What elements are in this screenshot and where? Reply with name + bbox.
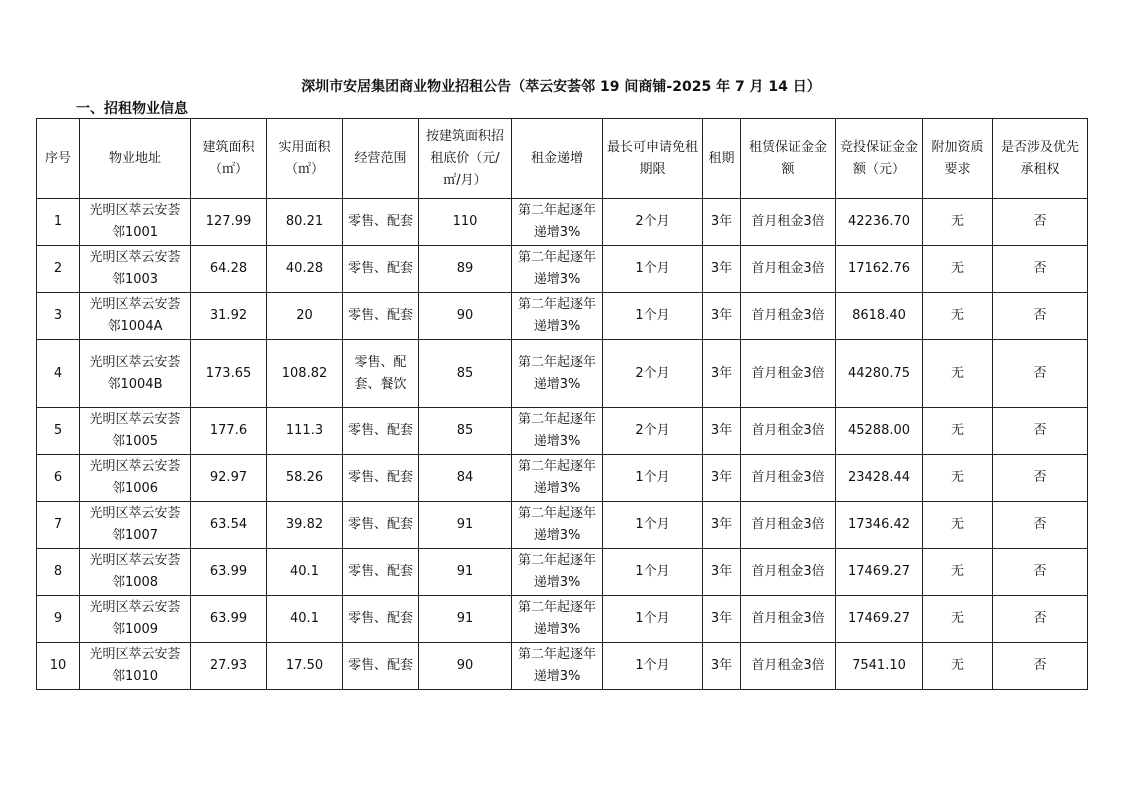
header-business-scope: 经营范围	[343, 119, 419, 199]
table-row	[37, 246, 1088, 293]
table-row	[37, 502, 1088, 549]
header-lease-term: 租期	[703, 119, 741, 199]
cell-rent-increase: 第二年起逐年递增3%	[512, 549, 603, 596]
cell-business-scope: 零售、配套、餐饮	[343, 340, 419, 408]
cell-priority-right: 否	[993, 549, 1088, 596]
header-qualification: 附加资质要求	[923, 119, 993, 199]
cell-lease-deposit: 首月租金3倍	[741, 408, 836, 455]
cell-rent-free-period: 1个月	[603, 455, 703, 502]
header-row	[37, 119, 1088, 199]
cell-address: 光明区萃云安荟邻1007	[80, 502, 191, 549]
header-index: 序号	[37, 119, 80, 199]
cell-building-area: 27.93	[191, 643, 267, 690]
cell-bid-deposit: 8618.40	[836, 293, 923, 340]
cell-building-area: 63.99	[191, 596, 267, 643]
cell-business-scope: 零售、配套	[343, 596, 419, 643]
cell-lease-term: 3年	[703, 549, 741, 596]
cell-building-area: 63.54	[191, 502, 267, 549]
cell-rent-free-period: 2个月	[603, 199, 703, 246]
table-row	[37, 199, 1088, 246]
cell-bid-deposit: 17469.27	[836, 549, 923, 596]
cell-qualification: 无	[923, 246, 993, 293]
cell-index: 8	[37, 549, 80, 596]
cell-business-scope: 零售、配套	[343, 643, 419, 690]
cell-usable-area: 20	[267, 293, 343, 340]
cell-index: 9	[37, 596, 80, 643]
cell-bid-deposit: 17346.42	[836, 502, 923, 549]
cell-address: 光明区萃云安荟邻1003	[80, 246, 191, 293]
table-body	[37, 199, 1088, 690]
cell-priority-right: 否	[993, 246, 1088, 293]
cell-qualification: 无	[923, 408, 993, 455]
header-building-area: 建筑面积（㎡）	[191, 119, 267, 199]
cell-usable-area: 80.21	[267, 199, 343, 246]
cell-priority-right: 否	[993, 643, 1088, 690]
header-priority-right: 是否涉及优先承租权	[993, 119, 1088, 199]
cell-index: 10	[37, 643, 80, 690]
cell-lease-deposit: 首月租金3倍	[741, 340, 836, 408]
header-rent-increase: 租金递增	[512, 119, 603, 199]
cell-lease-deposit: 首月租金3倍	[741, 455, 836, 502]
cell-lease-term: 3年	[703, 502, 741, 549]
cell-rent-free-period: 1个月	[603, 549, 703, 596]
cell-bid-deposit: 17162.76	[836, 246, 923, 293]
document-title: 深圳市安居集团商业物业招租公告（萃云安荟邻 19 间商铺-2025 年 7 月 14 日）	[301, 79, 821, 95]
cell-business-scope: 零售、配套	[343, 293, 419, 340]
cell-lease-term: 3年	[703, 408, 741, 455]
cell-building-area: 173.65	[191, 340, 267, 408]
cell-usable-area: 39.82	[267, 502, 343, 549]
cell-rent-increase: 第二年起逐年递增3%	[512, 340, 603, 408]
cell-usable-area: 40.1	[267, 549, 343, 596]
cell-rent-free-period: 2个月	[603, 340, 703, 408]
cell-priority-right: 否	[993, 455, 1088, 502]
cell-building-area: 64.28	[191, 246, 267, 293]
cell-qualification: 无	[923, 596, 993, 643]
cell-bid-deposit: 7541.10	[836, 643, 923, 690]
cell-lease-term: 3年	[703, 199, 741, 246]
cell-base-rent: 90	[419, 293, 512, 340]
property-listing-table	[36, 118, 1088, 690]
cell-lease-term: 3年	[703, 643, 741, 690]
section-heading: 一、招租物业信息	[76, 101, 188, 117]
table-row	[37, 549, 1088, 596]
cell-rent-increase: 第二年起逐年递增3%	[512, 596, 603, 643]
cell-index: 1	[37, 199, 80, 246]
cell-rent-increase: 第二年起逐年递增3%	[512, 408, 603, 455]
cell-usable-area: 58.26	[267, 455, 343, 502]
cell-qualification: 无	[923, 293, 993, 340]
cell-index: 2	[37, 246, 80, 293]
cell-rent-free-period: 1个月	[603, 643, 703, 690]
cell-lease-deposit: 首月租金3倍	[741, 199, 836, 246]
cell-base-rent: 85	[419, 340, 512, 408]
cell-qualification: 无	[923, 643, 993, 690]
table-row	[37, 293, 1088, 340]
cell-bid-deposit: 23428.44	[836, 455, 923, 502]
cell-rent-free-period: 2个月	[603, 408, 703, 455]
cell-building-area: 127.99	[191, 199, 267, 246]
cell-rent-free-period: 1个月	[603, 596, 703, 643]
cell-base-rent: 89	[419, 246, 512, 293]
cell-usable-area: 111.3	[267, 408, 343, 455]
cell-usable-area: 17.50	[267, 643, 343, 690]
cell-lease-term: 3年	[703, 340, 741, 408]
cell-lease-term: 3年	[703, 455, 741, 502]
cell-bid-deposit: 45288.00	[836, 408, 923, 455]
cell-usable-area: 40.1	[267, 596, 343, 643]
header-usable-area: 实用面积（㎡）	[267, 119, 343, 199]
cell-lease-deposit: 首月租金3倍	[741, 246, 836, 293]
header-bid-deposit: 竞投保证金金额（元）	[836, 119, 923, 199]
cell-rent-increase: 第二年起逐年递增3%	[512, 199, 603, 246]
cell-qualification: 无	[923, 340, 993, 408]
cell-business-scope: 零售、配套	[343, 455, 419, 502]
cell-index: 3	[37, 293, 80, 340]
cell-rent-increase: 第二年起逐年递增3%	[512, 293, 603, 340]
table-row	[37, 643, 1088, 690]
table-row	[37, 455, 1088, 502]
cell-lease-deposit: 首月租金3倍	[741, 549, 836, 596]
cell-rent-increase: 第二年起逐年递增3%	[512, 455, 603, 502]
cell-address: 光明区萃云安荟邻1001	[80, 199, 191, 246]
cell-rent-increase: 第二年起逐年递增3%	[512, 502, 603, 549]
cell-index: 4	[37, 340, 80, 408]
cell-index: 6	[37, 455, 80, 502]
cell-building-area: 31.92	[191, 293, 267, 340]
table-row	[37, 340, 1088, 408]
cell-base-rent: 84	[419, 455, 512, 502]
cell-qualification: 无	[923, 455, 993, 502]
header-lease-deposit: 租赁保证金金额	[741, 119, 836, 199]
cell-base-rent: 110	[419, 199, 512, 246]
table-row	[37, 408, 1088, 455]
cell-address: 光明区萃云安荟邻1009	[80, 596, 191, 643]
cell-lease-deposit: 首月租金3倍	[741, 293, 836, 340]
cell-address: 光明区萃云安荟邻1005	[80, 408, 191, 455]
cell-priority-right: 否	[993, 596, 1088, 643]
cell-business-scope: 零售、配套	[343, 502, 419, 549]
cell-priority-right: 否	[993, 502, 1088, 549]
cell-rent-free-period: 1个月	[603, 246, 703, 293]
cell-rent-increase: 第二年起逐年递增3%	[512, 643, 603, 690]
cell-qualification: 无	[923, 199, 993, 246]
header-base-rent: 按建筑面积招租底价（元/㎡/月）	[419, 119, 512, 199]
header-address: 物业地址	[80, 119, 191, 199]
cell-bid-deposit: 42236.70	[836, 199, 923, 246]
cell-building-area: 177.6	[191, 408, 267, 455]
cell-rent-free-period: 1个月	[603, 293, 703, 340]
cell-lease-deposit: 首月租金3倍	[741, 643, 836, 690]
header-rent-free-period: 最长可申请免租期限	[603, 119, 703, 199]
cell-base-rent: 91	[419, 596, 512, 643]
table-header	[37, 119, 1088, 199]
cell-lease-term: 3年	[703, 596, 741, 643]
cell-address: 光明区萃云安荟邻1004A	[80, 293, 191, 340]
cell-lease-term: 3年	[703, 293, 741, 340]
cell-index: 7	[37, 502, 80, 549]
cell-lease-deposit: 首月租金3倍	[741, 596, 836, 643]
cell-bid-deposit: 17469.27	[836, 596, 923, 643]
cell-lease-deposit: 首月租金3倍	[741, 502, 836, 549]
cell-rent-increase: 第二年起逐年递增3%	[512, 246, 603, 293]
cell-business-scope: 零售、配套	[343, 549, 419, 596]
cell-business-scope: 零售、配套	[343, 246, 419, 293]
cell-priority-right: 否	[993, 199, 1088, 246]
cell-priority-right: 否	[993, 408, 1088, 455]
cell-building-area: 63.99	[191, 549, 267, 596]
cell-qualification: 无	[923, 502, 993, 549]
cell-building-area: 92.97	[191, 455, 267, 502]
cell-priority-right: 否	[993, 340, 1088, 408]
cell-lease-term: 3年	[703, 246, 741, 293]
cell-address: 光明区萃云安荟邻1004B	[80, 340, 191, 408]
cell-base-rent: 91	[419, 549, 512, 596]
cell-base-rent: 85	[419, 408, 512, 455]
cell-rent-free-period: 1个月	[603, 502, 703, 549]
cell-address: 光明区萃云安荟邻1006	[80, 455, 191, 502]
cell-base-rent: 91	[419, 502, 512, 549]
cell-business-scope: 零售、配套	[343, 199, 419, 246]
cell-business-scope: 零售、配套	[343, 408, 419, 455]
cell-bid-deposit: 44280.75	[836, 340, 923, 408]
cell-usable-area: 40.28	[267, 246, 343, 293]
table-row	[37, 596, 1088, 643]
cell-address: 光明区萃云安荟邻1010	[80, 643, 191, 690]
cell-index: 5	[37, 408, 80, 455]
cell-priority-right: 否	[993, 293, 1088, 340]
cell-address: 光明区萃云安荟邻1008	[80, 549, 191, 596]
cell-qualification: 无	[923, 549, 993, 596]
cell-base-rent: 90	[419, 643, 512, 690]
cell-usable-area: 108.82	[267, 340, 343, 408]
